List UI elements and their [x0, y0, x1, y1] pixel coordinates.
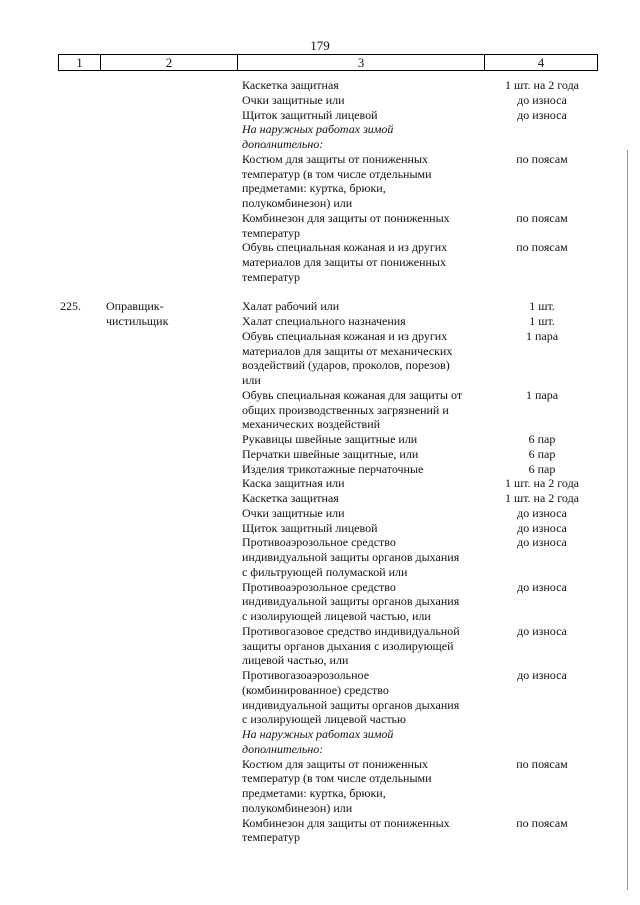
table-row — [0, 771, 640, 786]
issue-norm: до износа — [517, 668, 567, 682]
issue-norm: 1 шт. — [529, 314, 555, 328]
ppe-item: Противогазовое средство индивидуальной — [242, 623, 460, 638]
table-row — [0, 550, 640, 565]
ppe-item: Обувь специальная кожаная и из других — [242, 328, 448, 343]
table-row — [0, 816, 640, 831]
ppe-item: Каскетка защитная — [242, 491, 339, 505]
issue-norm: до износа — [517, 92, 567, 107]
table-row — [0, 683, 640, 698]
table-row — [0, 93, 640, 108]
issue-norm: по поясам — [516, 240, 568, 255]
table-row — [0, 211, 640, 226]
table-row — [0, 403, 640, 418]
ppe-item: температур — [242, 225, 301, 240]
table-row — [0, 152, 640, 167]
ppe-item: дополнительно: — [242, 137, 324, 151]
issue-norm: до износа — [517, 107, 567, 122]
ppe-item: температур — [242, 830, 301, 845]
table-row — [0, 535, 640, 550]
ppe-item: полукомбинезон) или — [242, 196, 353, 210]
table-row — [0, 565, 640, 580]
issue-norm: 1 шт. на 2 года — [504, 491, 580, 505]
table-row — [0, 285, 640, 300]
ppe-item: индивидуальной защиты органов дыхания — [242, 697, 460, 712]
issue-norm: по поясам — [516, 151, 568, 166]
issue-norm: 1 пара — [525, 387, 559, 402]
row-number: 225. — [60, 299, 81, 314]
table-row — [0, 491, 640, 506]
ppe-item: Халат специального назначения — [242, 314, 406, 328]
table-row — [0, 609, 640, 624]
ppe-item: материалов для защиты от механических — [242, 343, 453, 358]
table-row — [0, 668, 640, 683]
table-row — [0, 639, 640, 654]
ppe-item: Противоаэрозольное средство — [242, 579, 396, 594]
ppe-item: Щиток защитный лицевой — [242, 107, 378, 122]
scan-edge-line — [627, 150, 628, 890]
table-row — [0, 447, 640, 462]
table-row — [0, 594, 640, 609]
ppe-item: Очки защитные или — [242, 92, 345, 107]
table-row — [0, 137, 640, 152]
ppe-item: материалов для защиты от пониженных — [242, 255, 446, 269]
profession: Оправщик- — [106, 299, 164, 314]
ppe-item: Очки защитные или — [242, 505, 345, 520]
ppe-item: Обувь специальная кожаная для защиты от — [242, 387, 463, 402]
ppe-item: Щиток защитный лицевой — [242, 520, 378, 535]
issue-norm: до износа — [517, 520, 567, 535]
table-row — [0, 521, 640, 536]
table-row — [0, 108, 640, 123]
ppe-item: На наружных работах зимой — [242, 122, 394, 137]
table-row — [0, 698, 640, 713]
header-col-2: 2 — [101, 55, 238, 70]
table-row — [0, 388, 640, 403]
ppe-item: Противогазоаэрозольное — [242, 668, 370, 682]
issue-norm: до износа — [517, 535, 567, 550]
table-row — [0, 167, 640, 182]
issue-norm: 6 пар — [528, 432, 556, 446]
table-row — [0, 299, 640, 314]
table-row — [0, 358, 640, 373]
ppe-item: Перчатки швейные защитные, или — [242, 446, 419, 461]
table-row — [0, 462, 640, 477]
ppe-item: Каскетка защитная — [242, 78, 339, 92]
table-row — [0, 727, 640, 742]
table-row — [0, 801, 640, 816]
table-row — [0, 314, 640, 329]
ppe-item: Костюм для защиты от пониженных — [242, 151, 429, 166]
page-number: 179 — [310, 38, 330, 53]
table-row — [0, 830, 640, 845]
ppe-item: температур (в том числе отдельными — [242, 166, 432, 181]
table-row — [0, 432, 640, 447]
issue-norm: 6 пар — [528, 446, 556, 461]
ppe-item: индивидуальной защиты органов дыхания — [242, 550, 460, 564]
table-row — [0, 476, 640, 491]
header-col-1: 1 — [59, 55, 101, 70]
ppe-item: температур — [242, 269, 301, 284]
ppe-item: лицевой частью, или — [242, 653, 349, 668]
ppe-item: предметами: куртка, брюки, — [242, 786, 386, 800]
ppe-item: Обувь специальная кожаная и из других — [242, 240, 448, 255]
ppe-item: с изолирующей лицевой частью — [242, 712, 406, 727]
table-row — [0, 255, 640, 270]
table-row — [0, 580, 640, 595]
ppe-item: Костюм для защиты от пониженных — [242, 756, 429, 771]
ppe-item: Изделия трикотажные перчаточные — [242, 461, 424, 476]
issue-norm: до износа — [517, 623, 567, 638]
table-row — [0, 226, 640, 241]
ppe-item: Комбинезон для защиты от пониженных — [242, 210, 450, 225]
issue-norm: 1 шт. на 2 года — [504, 78, 580, 92]
ppe-item: общих производственных загрязнений и — [242, 402, 449, 417]
header-col-3: 3 — [238, 55, 485, 70]
table-row — [0, 196, 640, 211]
ppe-item: или — [242, 373, 261, 387]
ppe-item: На наружных работах зимой — [242, 727, 394, 741]
ppe-item: с фильтрующей полумаской или — [242, 564, 408, 579]
ppe-item: (комбинированное) средство — [242, 682, 389, 697]
issue-norm: 1 пара — [525, 328, 559, 343]
issue-norm: по поясам — [516, 815, 568, 830]
issue-norm: 1 шт. — [529, 299, 555, 314]
ppe-item: температур (в том числе отдельными — [242, 771, 432, 786]
ppe-item: предметами: куртка, брюки, — [242, 181, 386, 196]
table-row — [0, 270, 640, 285]
table-row — [0, 344, 640, 359]
table-row — [0, 786, 640, 801]
table-row — [0, 757, 640, 772]
ppe-item: дополнительно: — [242, 741, 324, 756]
ppe-item: индивидуальной защиты органов дыхания — [242, 594, 460, 609]
issue-norm: до износа — [517, 579, 567, 594]
table-row — [0, 181, 640, 196]
ppe-item: Халат рабочий или — [242, 299, 340, 314]
issue-norm: до износа — [517, 505, 567, 520]
ppe-item: защиты органов дыхания с изолирующей — [242, 638, 454, 653]
table-row — [0, 742, 640, 757]
header-col-4: 4 — [537, 55, 545, 70]
ppe-item: механических воздействий — [242, 417, 381, 432]
issue-norm: по поясам — [516, 210, 568, 225]
table-row — [0, 506, 640, 521]
issue-norm: по поясам — [516, 756, 568, 771]
table-row — [0, 653, 640, 668]
ppe-item: Рукавицы швейные защитные или — [242, 432, 418, 446]
ppe-item: Каска защитная или — [242, 476, 345, 491]
table-row — [0, 240, 640, 255]
table-row — [0, 373, 640, 388]
table-row — [0, 417, 640, 432]
table-row — [0, 712, 640, 727]
table-row — [0, 122, 640, 137]
ppe-item: Противоаэрозольное средство — [242, 535, 396, 550]
table-row — [0, 624, 640, 639]
ppe-item: полукомбинезон) или — [242, 800, 353, 815]
ppe-item: Комбинезон для защиты от пониженных — [242, 815, 450, 830]
issue-norm: 6 пар — [528, 461, 556, 476]
profession: чистильщик — [106, 314, 169, 328]
ppe-item: с изолирующей лицевой частью, или — [242, 609, 431, 623]
ppe-item: воздействий (ударов, проколов, порезов) — [242, 358, 450, 373]
table-row — [0, 329, 640, 344]
table-header — [58, 54, 598, 71]
table-row — [0, 78, 640, 93]
issue-norm: 1 шт. на 2 года — [504, 476, 580, 491]
